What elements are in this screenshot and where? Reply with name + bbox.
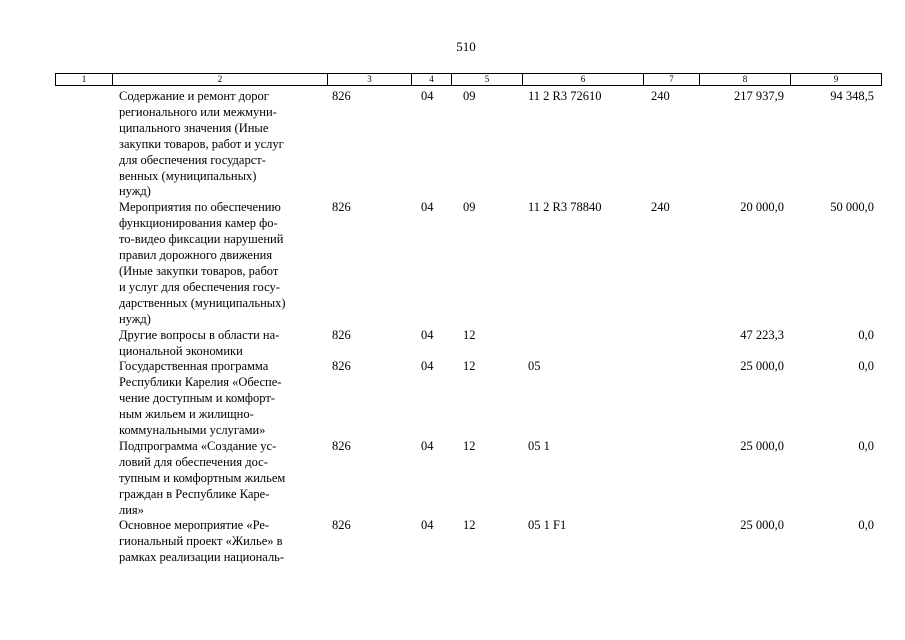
name-line: (Иные закупки товаров, работ [119, 263, 279, 278]
name-line: ципального значения (Иные [119, 120, 269, 135]
name-line: правил дорожного движения [119, 248, 273, 263]
name-line: дарственных (муниципальных) [119, 295, 286, 310]
cell-col-1 [55, 359, 112, 439]
cell-col-1 [55, 328, 112, 360]
header-col-9: 9 [833, 74, 839, 84]
cell-amount-1: 25 000,0 [740, 359, 784, 374]
cell-section: 04 [421, 359, 434, 374]
name-line: Основное мероприятие «Ре- [119, 518, 270, 533]
cell-target-article [522, 328, 643, 360]
name-line: тупным и комфортным жильем [119, 470, 286, 485]
cell-target-article: 05 [528, 359, 541, 374]
cell-amount-1: 20 000,0 [740, 200, 784, 215]
cell-admin-code: 826 [332, 518, 351, 533]
name-line: Республики Карелия «Обеспе- [119, 375, 282, 390]
cell-col-1 [55, 89, 112, 200]
cell-subsection: 12 [463, 518, 476, 533]
name-line: для обеспечения государст- [119, 152, 266, 167]
cell-target-article: 05 1 [528, 438, 550, 453]
cell-amount-1: 25 000,0 [740, 438, 784, 453]
cell-name [112, 89, 327, 200]
cell-expense-type [643, 328, 699, 360]
cell-amount-1: 47 223,3 [740, 327, 784, 342]
header-col-7: 7 [644, 74, 700, 85]
name-line: коммунальными услугами» [119, 423, 266, 438]
name-line: функционирования камер фо- [119, 216, 278, 231]
cell-amount-2: 94 348,5 [830, 89, 874, 103]
cell-name [112, 200, 327, 327]
name-line: лия» [119, 502, 144, 517]
name-line: Государственная программа [119, 359, 269, 374]
name-line: нужд) [119, 184, 151, 199]
page-number: 510 [456, 39, 476, 54]
cell-subsection: 12 [463, 327, 476, 342]
name-line: граждан в Республике Каре- [119, 486, 270, 501]
cell-col-1 [55, 518, 112, 566]
cell-expense-type [643, 518, 699, 566]
cell-name [112, 518, 327, 566]
cell-admin-code: 826 [332, 200, 351, 215]
cell-subsection: 12 [463, 438, 476, 453]
header-col-8: 8 [700, 74, 791, 85]
name-line: закупки товаров, работ и услуг [119, 136, 284, 151]
cell-expense-type: 240 [651, 89, 670, 103]
cell-subsection: 09 [463, 200, 476, 215]
table-body [55, 89, 880, 566]
cell-amount-1: 25 000,0 [740, 518, 784, 533]
name-line: венных (муниципальных) [119, 168, 257, 183]
table-row [55, 518, 880, 566]
table-row [55, 200, 880, 327]
cell-name [112, 328, 327, 360]
table-row [55, 89, 880, 200]
cell-section: 04 [421, 327, 434, 342]
cell-section: 04 [421, 518, 434, 533]
header-col-4: 4 [412, 74, 452, 85]
cell-name [112, 439, 327, 519]
name-line: рамках реализации националь- [119, 550, 285, 565]
cell-amount-2: 0,0 [858, 518, 874, 533]
name-line: циональной экономики [119, 343, 243, 358]
cell-admin-code: 826 [332, 89, 351, 103]
header-col-6: 6 [523, 74, 644, 85]
table-row [55, 439, 880, 519]
name-line: регионального или межмуни- [119, 104, 277, 119]
cell-amount-2: 50 000,0 [830, 200, 874, 215]
header-col-5: 5 [452, 74, 523, 85]
cell-expense-type [643, 439, 699, 519]
cell-admin-code: 826 [332, 359, 351, 374]
cell-target-article: 11 2 R3 72610 [528, 89, 602, 103]
name-line: Подпрограмма «Создание ус- [119, 438, 277, 453]
table-header [55, 73, 882, 86]
name-line: Мероприятия по обеспечению [119, 200, 281, 215]
name-line: и услуг для обеспечения госу- [119, 279, 280, 294]
cell-expense-type [643, 359, 699, 439]
name-line: нужд) [119, 311, 151, 326]
cell-target-article: 05 1 F1 [528, 518, 567, 533]
cell-section: 04 [421, 89, 434, 103]
cell-target-article: 11 2 R3 78840 [528, 200, 602, 215]
name-line: Другие вопросы в области на- [119, 327, 280, 342]
name-line: Содержание и ремонт дорог [119, 89, 269, 103]
name-line: то-видео фиксации нарушений [119, 232, 284, 247]
cell-col-1 [55, 200, 112, 327]
cell-admin-code: 826 [332, 438, 351, 453]
cell-subsection: 09 [463, 89, 476, 103]
cell-section: 04 [421, 438, 434, 453]
table-row [55, 359, 880, 439]
name-line: ным жильем и жилищно- [119, 407, 254, 422]
cell-amount-2: 0,0 [858, 438, 874, 453]
name-line: ловий для обеспечения дос- [119, 454, 268, 469]
header-col-2: 2 [113, 74, 328, 85]
cell-amount-2: 0,0 [858, 327, 874, 342]
cell-amount-1: 217 937,9 [734, 89, 784, 103]
table-row [55, 328, 880, 360]
cell-expense-type: 240 [651, 200, 670, 215]
cell-name [112, 359, 327, 439]
name-line: чение доступным и комфорт- [119, 391, 275, 406]
cell-amount-2: 0,0 [858, 359, 874, 374]
cell-col-1 [55, 439, 112, 519]
header-col-3: 3 [328, 74, 412, 85]
header-col-1: 1 [56, 74, 113, 85]
name-line: гиональный проект «Жилье» в [119, 534, 283, 549]
cell-section: 04 [421, 200, 434, 215]
cell-admin-code: 826 [332, 327, 351, 342]
cell-subsection: 12 [463, 359, 476, 374]
